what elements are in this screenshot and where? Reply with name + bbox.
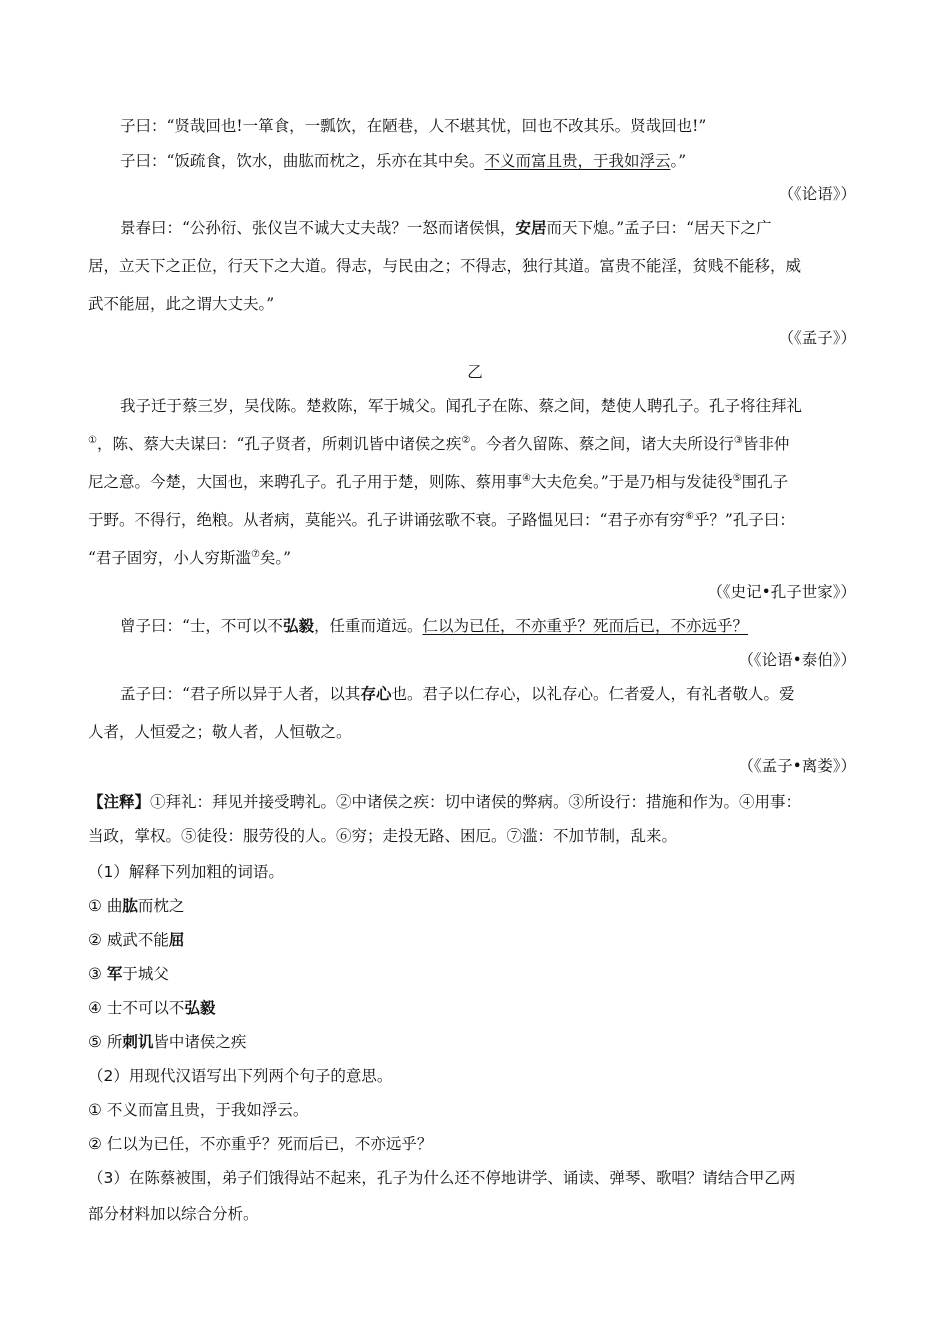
shiji-text: 矣。” xyxy=(259,549,292,567)
shiji-text: 乎？”孔子曰： xyxy=(693,511,795,529)
notes-label: 【注释】 xyxy=(88,793,151,811)
bold-term-anju: 安居 xyxy=(515,219,547,237)
q1-item-text: ② 威武不能 xyxy=(88,931,169,949)
q1-item-text: ③ xyxy=(88,965,107,983)
bold-term-hongyi: 弘毅 xyxy=(282,617,314,635)
q1-item xyxy=(88,998,858,1018)
notes-line-1 xyxy=(88,792,858,812)
footnote-marker: ⑦ xyxy=(250,548,260,560)
mencius-lilou-line-1 xyxy=(120,684,858,704)
shiji-text: ，陈、蔡大夫谋曰：“孔子贤者，所刺讥皆中诸侯之疾 xyxy=(96,435,462,453)
mencius-text-c: 而天下熄。”孟子曰：“居天下之广 xyxy=(546,219,772,237)
notes-text: ①拜礼：拜见并接受聘礼。②中诸侯之疾：切中诸侯的弊病。③所设行：措施和作为。④用事： xyxy=(150,793,802,811)
bold-term-cunxin: 存心 xyxy=(360,685,392,703)
shiji-text: “君子固穷，小人穷斯滥 xyxy=(88,549,251,567)
q1-item-text: ① 曲 xyxy=(88,897,123,915)
mencius-passage-line-1 xyxy=(120,218,858,238)
shiji-text: 围孔子 xyxy=(741,473,789,491)
mencius-text-a: 景春曰：“公孙衍、张仪岂不诚大丈夫哉？一怒而诸侯惧， xyxy=(120,219,516,237)
shiji-line-1: 我子迁于蔡三岁，吴伐陈。楚救陈，军于城父。闻孔子在陈、蔡之间，楚使人聘孔子。孔子将往拜礼 xyxy=(120,397,803,415)
section-heading-yi: 乙 xyxy=(467,363,483,381)
q2-item: ② 仁以为已任，不亦重乎？死而后已，不亦远乎？ xyxy=(88,1135,433,1153)
analects-passage-1 xyxy=(120,116,858,136)
q1-item-text: ④ 士不可以不 xyxy=(88,999,185,1017)
q2-item: ① 不义而富且贵，于我如浮云。 xyxy=(88,1101,309,1119)
shiji-line-5 xyxy=(88,548,858,568)
notes-line-2: 当政，掌权。⑤徒役：服劳役的人。⑥穷；走投无路、困厄。⑦滥：不加节制，乱来。 xyxy=(88,827,678,845)
shiji-line-4 xyxy=(88,510,858,530)
bold-word: 屈 xyxy=(168,931,185,949)
footnote-marker: ⑤ xyxy=(732,472,742,484)
underlined-sentence: 仁以为已任，不亦重乎？死而后已，不亦远乎？ xyxy=(422,617,748,635)
q1-item xyxy=(88,930,858,950)
question-2: （2）用现代汉语写出下列两个句子的意思。 xyxy=(88,1067,393,1085)
bold-word: 军 xyxy=(106,965,123,983)
bold-word: 刺讥 xyxy=(122,1033,154,1051)
analects-passage-2 xyxy=(120,151,858,171)
q1-item-text: 于城父 xyxy=(122,965,169,983)
analects-passage-1-text: 子曰：“贤哉回也!一箪食，一瓢饮，在陋巷，人不堪其忧，回也不改其乐。贤哉回也!” xyxy=(120,117,707,135)
source-taibo: （《论语•泰伯》） xyxy=(738,651,856,669)
source-mencius: （《孟子》） xyxy=(778,329,856,347)
lilou-text: 孟子曰：“君子所以异于人者，以其 xyxy=(120,685,361,703)
bold-word: 弘毅 xyxy=(184,999,216,1017)
footnote-marker: ② xyxy=(461,434,471,446)
mencius-passage-line-3: 武不能屈，此之谓大丈夫。” xyxy=(88,295,275,313)
q1-item-text: 皆中诸侯之疾 xyxy=(153,1033,247,1051)
shiji-text: 大夫危矣。”于是乃相与发徒役 xyxy=(530,473,733,491)
source-shiji: （《史记•孔子世家》） xyxy=(707,583,856,601)
footnote-marker: ③ xyxy=(733,434,743,446)
zengzi-text: 曾子曰：“士，不可以不 xyxy=(120,617,283,635)
shiji-text: 尼之意。今楚，大国也，来聘孔子。孔子用于楚，则陈、蔡用事 xyxy=(88,473,523,491)
shiji-text: 皆非仲 xyxy=(742,435,790,453)
shiji-text: 于野。不得行，绝粮。从者病，莫能兴。孔子讲诵弦歌不衰。子路愠见曰：“君子亦有穷 xyxy=(88,511,685,529)
analects-passage-2-end: 。” xyxy=(670,152,687,170)
underlined-sentence: 不义而富且贵，于我如浮云 xyxy=(484,152,671,170)
mencius-lilou-line-2: 人者，人恒爱之；敬人者，人恒敬之。 xyxy=(88,723,352,741)
question-1: （1）解释下列加粗的词语。 xyxy=(88,863,284,881)
analects-passage-2-text: 子曰：“饭疏食，饮水，曲肱而枕之，乐亦在其中矣。 xyxy=(120,152,485,170)
q1-item-text: ⑤ 所 xyxy=(88,1033,123,1051)
q1-item xyxy=(88,1032,858,1052)
q1-item xyxy=(88,896,858,916)
bold-word: 肱 xyxy=(122,897,138,915)
shiji-text: 。今者久留陈、蔡之间，诸大夫所设行 xyxy=(470,435,734,453)
footnote-marker: ⑥ xyxy=(684,510,694,522)
source-analects: （《论语》） xyxy=(778,185,856,203)
source-lilou: （《孟子•离娄》） xyxy=(738,757,856,775)
footnote-marker: ① xyxy=(88,434,97,446)
zengzi-passage xyxy=(120,616,858,636)
shiji-line-2 xyxy=(88,434,858,454)
question-3-line-1: （3）在陈蔡被围，弟子们饿得站不起来，孔子为什么还不停地讲学、诵读、弹琴、歌唱？请结合甲乙两 xyxy=(88,1169,796,1187)
zengzi-text: ，任重而道远。 xyxy=(313,617,423,635)
q1-item-text: 而枕之 xyxy=(137,897,185,915)
lilou-text: 也。君子以仁存心，以礼存心。仁者爱人，有礼者敬人。爱 xyxy=(391,685,795,703)
mencius-passage-line-2: 居，立天下之正位，行天下之大道。得志，与民由之；不得志，独行其道。富贵不能淫，贫贱不能移，威 xyxy=(88,257,802,275)
footnote-marker: ④ xyxy=(522,472,531,484)
q1-item xyxy=(88,964,858,984)
question-3-line-2: 部分材料加以综合分析。 xyxy=(88,1205,259,1223)
shiji-line-3 xyxy=(88,472,858,492)
